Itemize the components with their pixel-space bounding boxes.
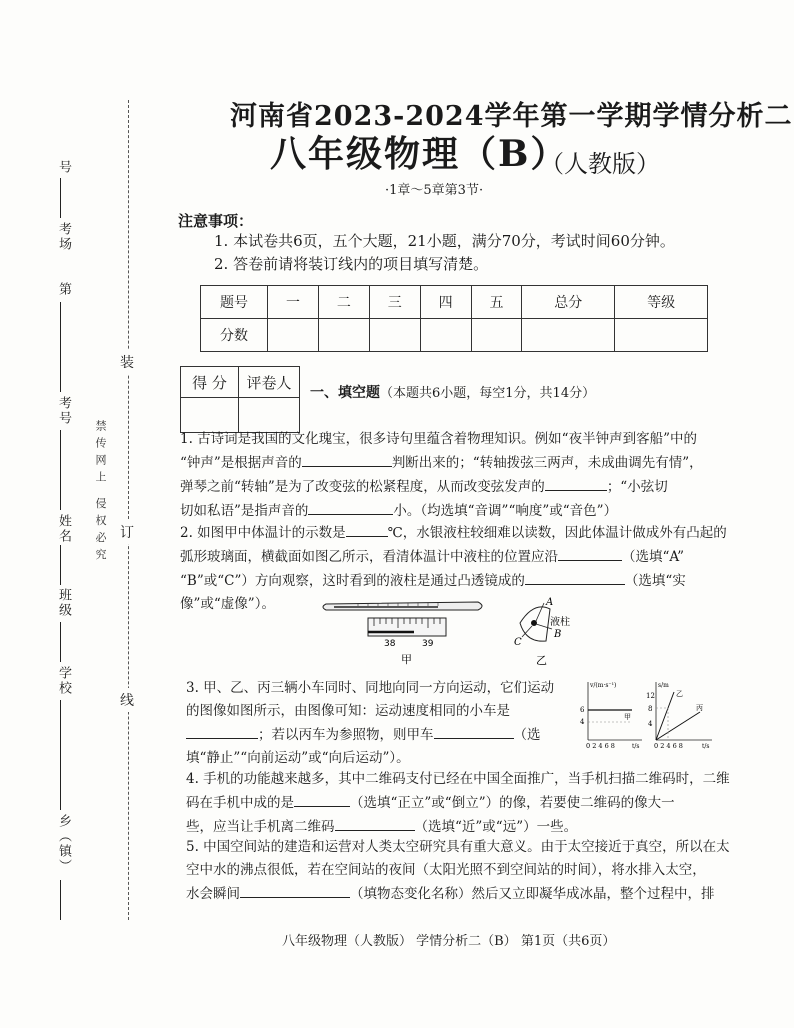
label-liquid: 液柱 — [550, 617, 570, 628]
field-number-label: 号 — [56, 160, 71, 175]
field-class-line[interactable] — [60, 545, 61, 585]
score-table — [200, 285, 708, 352]
q2-line-2 — [180, 545, 727, 569]
score-cell[interactable] — [615, 319, 708, 352]
st-y12: 12 — [646, 692, 655, 700]
binding-dashed-line — [128, 100, 129, 920]
st-line-bing — [656, 712, 700, 740]
q4-blank-1[interactable] — [294, 791, 350, 807]
notice-item-1: 1. 本试卷共6页，五个大题，21小题，满分70分，考试时间60分钟。 — [214, 232, 675, 250]
q1-text: 切如私语”是指声音的 — [180, 503, 309, 519]
st-label-yi: 乙 — [676, 690, 683, 698]
q1-line-1: 1. 古诗词是我国的文化瑰宝，很多诗句里蕴含着物理知识。例如“夜半钟声到客船”中的 — [180, 431, 697, 447]
q1-text: 小。（均选填“音调”“响度”或“音色”） — [393, 503, 618, 519]
q2-text: ℃，水银液柱较细难以读数，因此体温计做成外有凸起的 — [387, 525, 727, 541]
q4-text: 码在手机中成的是 — [186, 795, 294, 811]
q1-text: ；“小弦切 — [606, 479, 668, 495]
st-ylabel: s/m — [658, 682, 669, 689]
thermometer-body — [323, 602, 482, 610]
vt-line-label: 甲 — [624, 713, 631, 721]
q3-text: ；若以丙车为参照物，则甲车 — [258, 727, 434, 743]
score-table-header-cell: 题号 — [201, 286, 268, 319]
notice-heading: 注意事项： — [178, 212, 254, 230]
field-school-label: 学校 — [56, 666, 71, 696]
q1-text: 弹琴之前“转轴”是为了改变弦的松紧程度，从而改变弦发声的 — [180, 479, 545, 495]
q3-line-3 — [186, 723, 566, 747]
q5-text: 水会瞬间 — [186, 886, 240, 902]
grader-box — [180, 366, 300, 433]
field-school-line[interactable] — [60, 622, 61, 662]
field-number-line[interactable] — [60, 178, 61, 218]
section-1-title — [310, 382, 595, 402]
q3-blank-2[interactable] — [434, 723, 514, 739]
q4-text: （选填“近”或“远”）一些。 — [414, 819, 578, 835]
q4-blank-2[interactable] — [335, 815, 415, 831]
field-town-line-2[interactable] — [60, 880, 61, 920]
q1-line-3 — [180, 475, 703, 499]
score-table-header-cell: 二 — [318, 286, 369, 319]
score-table-header-cell: 总分 — [522, 286, 615, 319]
q1-blank-1[interactable] — [302, 451, 392, 467]
q2-text: （选填“A” — [622, 549, 685, 565]
q2-text: （选填“实 — [624, 573, 686, 589]
q1-text: 判断出来的；“转轴拨弦三两声，未成曲调先有情”， — [391, 455, 703, 471]
label-c: C — [514, 637, 522, 648]
q2-line-4: 像”或“虚像”）。 — [180, 596, 275, 612]
st-graph — [644, 678, 716, 750]
exam-subject: 八年级物理（B） — [270, 133, 569, 175]
q1-line-4 — [180, 499, 703, 523]
q3-line-1: 3. 甲、乙、丙三辆小车同时、同地向同一方向运动，它们运动 — [186, 680, 555, 696]
bind-mark-xian: 线 — [120, 688, 134, 712]
q2-blank-3[interactable] — [525, 569, 625, 585]
copyright-warning: 禁传网上 侵权必究 — [94, 420, 107, 566]
score-table-header-cell: 四 — [420, 286, 471, 319]
st-xticks: 0 2 4 6 8 — [654, 742, 683, 750]
q4-line-1: 4. 手机的功能越来越多，其中二维码支付已经在中国全面推广，当手机扫描二维码时，二维 — [186, 771, 730, 787]
st-xlabel: t/s — [702, 743, 710, 750]
q2-line-1 — [180, 521, 727, 545]
section-1-name: 一、填空题 — [310, 385, 380, 401]
score-cell[interactable] — [522, 319, 615, 352]
q3-line-2: 的图像如图所示，由图像可知：运动速度相同的小车是 — [186, 703, 510, 719]
vt-ylabel: v/(m·s⁻¹) — [590, 682, 617, 689]
exam-scope: ·1章～5章第3节· — [385, 183, 484, 198]
q3-line-4: 填“静止”“向前运动”或“向后运动”）。 — [186, 750, 410, 766]
q2-line-3 — [180, 569, 727, 593]
figure-yi-label: 乙 — [536, 654, 547, 667]
vt-xticks: 0 2 4 6 8 — [586, 742, 615, 750]
ray-a — [536, 603, 544, 621]
field-name-label: 姓名 — [56, 514, 71, 544]
bind-mark-ding: 订 — [120, 520, 134, 544]
score-table-row-label: 分数 — [201, 319, 268, 352]
grader-score-label: 得 分 — [181, 367, 239, 398]
q2-text: “B”或“C”）方向观察，这时看到的液柱是通过凸透镜成的 — [180, 573, 525, 589]
vt-xlabel: t/s — [632, 743, 640, 750]
score-cell[interactable] — [318, 319, 369, 352]
q5-line-2: 空中水的沸点很低，若在空间站的夜间（太阳光照不到空间站的时间），将水排入太空， — [186, 862, 706, 878]
field-room-label: 考场 — [56, 222, 71, 252]
st-y8: 8 — [648, 705, 653, 713]
q2-text: 弧形玻璃面，横截面如图乙所示，看清体温计中液柱的位置应沿 — [180, 549, 558, 565]
score-table-header-cell: 一 — [268, 286, 319, 319]
score-table-header-cell: 三 — [369, 286, 420, 319]
vt-graph — [576, 678, 646, 750]
score-table-header-cell: 五 — [471, 286, 522, 319]
notice-item-2: 2. 答卷前请将装订线内的项目填写清楚。 — [214, 255, 489, 273]
label-b: B — [554, 629, 562, 640]
question-3 — [186, 677, 566, 770]
field-town-label: 乡（镇） — [56, 814, 71, 874]
question-1 — [180, 428, 703, 523]
tick-38: 38 — [384, 639, 396, 649]
q4-text: （选填“正立”或“倒立”）的像，若要使二维码的像大一 — [350, 795, 675, 811]
field-name-line[interactable] — [60, 430, 61, 510]
q5-line-1: 5. 中国空间站的建造和运营对人类太空研究具有重大意义。由于太空接近于真空，所以在太 — [186, 839, 730, 855]
q2-text: 2. 如图甲中体温计的示数是 — [180, 525, 346, 541]
field-examno-label: 考号 — [56, 396, 71, 426]
q3-text: （选 — [513, 727, 541, 743]
q1-blank-3[interactable] — [308, 499, 393, 515]
bind-mark-zhuang: 装 — [120, 350, 134, 374]
exam-edition: （人教版） — [540, 150, 660, 178]
q3-blank-1[interactable] — [186, 723, 258, 739]
question-5 — [186, 836, 730, 906]
score-table-score-row — [201, 319, 708, 352]
field-di-label: 第 — [56, 282, 71, 297]
score-table-header-row — [201, 286, 708, 319]
field-town-line[interactable] — [60, 700, 61, 810]
st-y4: 4 — [648, 720, 653, 728]
thermometer-magnified-scale — [368, 618, 446, 636]
score-cell[interactable] — [268, 319, 319, 352]
q1-blank-2[interactable] — [545, 475, 607, 491]
q5-line-3 — [186, 882, 730, 906]
score-cell[interactable] — [471, 319, 522, 352]
thermometer-figure — [318, 596, 498, 666]
cross-section-figure — [506, 593, 582, 669]
exam-title: 河南省2023-2024学年第一学期学情分析二 — [230, 101, 793, 132]
q1-text: “钟声”是根据声音的 — [180, 455, 302, 471]
st-label-bing: 丙 — [696, 704, 703, 712]
st-line-yi — [656, 692, 674, 740]
q2-blank-1[interactable] — [346, 521, 388, 537]
q2-blank-2[interactable] — [558, 545, 622, 561]
vt-y4: 4 — [580, 718, 585, 726]
q5-text: （填物态变化名称）然后又立即凝华成冰晶，整个过程中，排 — [350, 886, 715, 902]
grader-reviewer-label: 评卷人 — [239, 367, 300, 398]
page-footer: 八年级物理（人教版） 学情分析二（B） 第1页（共6页） — [282, 934, 616, 949]
question-4 — [186, 768, 730, 839]
score-table-header-cell: 等级 — [615, 286, 708, 319]
figure-jia-label: 甲 — [401, 653, 412, 666]
section-1-note: （本题共6小题，每空1分，共14分） — [380, 386, 596, 401]
q4-line-2 — [186, 791, 730, 815]
tick-39: 39 — [422, 639, 434, 649]
vt-y6: 6 — [580, 706, 585, 714]
q4-text: 些，应当让手机离二维码 — [186, 819, 335, 835]
score-cell[interactable] — [369, 319, 420, 352]
field-exam-line[interactable] — [60, 302, 61, 392]
score-cell[interactable] — [420, 319, 471, 352]
q5-blank-1[interactable] — [240, 882, 350, 898]
q1-line-2 — [180, 451, 703, 475]
label-a: A — [546, 597, 554, 608]
field-class-label: 班级 — [56, 588, 71, 618]
